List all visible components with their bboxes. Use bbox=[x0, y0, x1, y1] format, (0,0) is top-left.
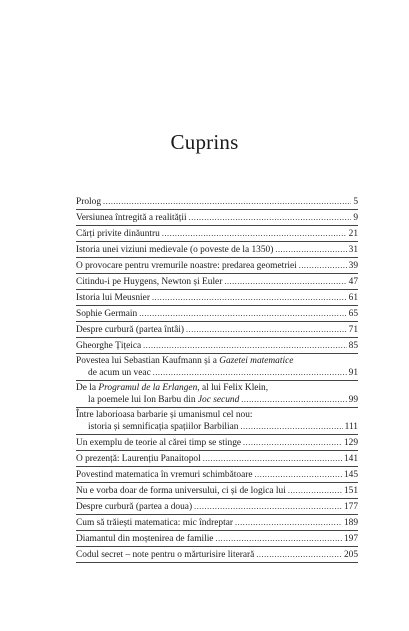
toc-entry-title-part: Povestea lui Sebastian Kaufmann și a bbox=[76, 356, 220, 366]
toc-entry-page: 9 bbox=[353, 213, 358, 223]
toc-entry-title-italic: Programul de la Erlangen bbox=[98, 383, 198, 393]
page-title: Cuprins bbox=[170, 130, 239, 154]
dot-leader bbox=[186, 324, 347, 335]
toc-entry-title: Despre curbură (partea a doua) bbox=[76, 502, 193, 512]
toc-entry-title: Sophie Germain bbox=[76, 309, 138, 319]
toc-entry-title: Un exemplu de teorie al cărei timp se stinge bbox=[76, 438, 242, 448]
toc-entry-page: 47 bbox=[348, 277, 358, 287]
toc-entry-title: Povestind matematica în vremuri schimbătoare bbox=[76, 470, 253, 480]
toc-entry bbox=[76, 408, 358, 435]
toc-entry-title-italic: Gazetei matematice bbox=[219, 356, 294, 366]
dot-leader bbox=[194, 501, 342, 512]
toc-entry-page: 65 bbox=[348, 309, 358, 319]
toc-entry-page: 99 bbox=[348, 395, 358, 405]
toc-entry-title: O prezență: Laurențiu Panaitopol bbox=[76, 454, 201, 464]
toc-entry bbox=[76, 306, 358, 322]
toc-entry-title: Cărți privite dinăuntru bbox=[76, 229, 160, 239]
toc-entry-page: 39 bbox=[348, 261, 358, 271]
toc-entry-title-part: , al lui Felix Klein, bbox=[197, 383, 269, 393]
dot-leader bbox=[241, 421, 343, 432]
dot-leader bbox=[255, 469, 342, 480]
toc-entry-title: Prolog bbox=[76, 197, 102, 207]
toc-entry-title: O provocare pentru vremurile noastre: predarea geometriei bbox=[76, 261, 297, 271]
toc-entry-title-part: la poemele lui Ion Barbu din bbox=[88, 395, 198, 405]
toc-entry bbox=[76, 226, 358, 242]
dot-leader bbox=[143, 340, 346, 351]
dot-leader bbox=[153, 367, 347, 378]
toc-entry-page: 145 bbox=[343, 470, 358, 480]
toc-entry-page: 129 bbox=[343, 438, 358, 448]
toc-entry-title: Cum să trăiești matematica: mic îndreptar bbox=[76, 518, 233, 528]
toc-entry-title-italic: Joc secund bbox=[197, 395, 240, 405]
toc-entry-page: 197 bbox=[343, 534, 358, 544]
dot-leader bbox=[224, 276, 346, 287]
toc-entry-page: 111 bbox=[344, 422, 358, 432]
toc-entry bbox=[76, 435, 358, 451]
toc-entry-title bbox=[76, 383, 268, 394]
dot-leader bbox=[139, 308, 346, 319]
toc-entry-page: 177 bbox=[343, 502, 358, 512]
dot-leader bbox=[189, 212, 352, 223]
toc-entry-title: Istoria lui Meusnier bbox=[76, 293, 150, 303]
toc-entry-title: Codul secret – note pentru o mărturisire literară bbox=[76, 550, 255, 560]
toc-entry bbox=[76, 499, 358, 515]
dot-leader bbox=[288, 485, 342, 496]
dot-leader bbox=[243, 437, 342, 448]
table-of-contents bbox=[76, 194, 358, 563]
dot-leader bbox=[235, 517, 342, 528]
toc-entry-title: Între laborioasa barbarie și umanismul cel nou: bbox=[76, 410, 253, 420]
toc-entry bbox=[76, 547, 358, 563]
toc-entry-title: Istoria unei viziuni medievale (o poveste de la 1350) bbox=[76, 245, 274, 255]
toc-entry bbox=[76, 451, 358, 467]
toc-entry bbox=[76, 290, 358, 306]
dot-leader bbox=[162, 228, 347, 239]
toc-entry-page: 205 bbox=[343, 550, 358, 560]
toc-entry-title: Versiunea întregită a realității bbox=[76, 213, 187, 223]
dot-leader bbox=[241, 394, 346, 405]
toc-entry-title-cont: istoria și semnificația spațiilor Barbilian bbox=[88, 422, 239, 432]
toc-entry-page: 61 bbox=[348, 293, 358, 303]
toc-entry-page: 21 bbox=[348, 229, 358, 239]
toc-entry-page: 85 bbox=[348, 341, 358, 351]
dot-leader bbox=[203, 453, 342, 464]
toc-entry bbox=[76, 194, 358, 210]
dot-leader bbox=[256, 549, 342, 560]
toc-entry-page: 91 bbox=[348, 368, 358, 378]
toc-entry bbox=[76, 354, 358, 381]
toc-entry-title-cont: de acum un veac bbox=[88, 368, 151, 378]
toc-entry bbox=[76, 483, 358, 499]
toc-entry bbox=[76, 515, 358, 531]
toc-entry bbox=[76, 210, 358, 226]
dot-leader bbox=[275, 244, 346, 255]
toc-entry-page: 5 bbox=[353, 197, 358, 207]
toc-entry-page: 31 bbox=[348, 245, 358, 255]
toc-entry-title: Diamantul din moștenirea de familie bbox=[76, 534, 214, 544]
toc-entry bbox=[76, 381, 358, 408]
toc-entry-title: Citindu-i pe Huygens, Newton și Euler bbox=[76, 277, 223, 287]
toc-entry bbox=[76, 467, 358, 483]
toc-entry bbox=[76, 531, 358, 547]
toc-entry bbox=[76, 322, 358, 338]
dot-leader bbox=[299, 260, 347, 271]
toc-entry-page: 141 bbox=[343, 454, 358, 464]
toc-entry bbox=[76, 258, 358, 274]
toc-entry-title bbox=[76, 356, 293, 367]
dot-leader bbox=[152, 292, 347, 303]
dot-leader bbox=[215, 533, 341, 544]
toc-entry-page: 71 bbox=[348, 325, 358, 335]
toc-entry-title: Nu e vorba doar de forma universului, ci și de logica lui bbox=[76, 486, 286, 496]
toc-entry bbox=[76, 242, 358, 258]
toc-entry-page: 189 bbox=[343, 518, 358, 528]
toc-entry bbox=[76, 338, 358, 354]
toc-entry-title: Gheorghe Țițeica bbox=[76, 341, 142, 351]
dot-leader bbox=[103, 196, 351, 207]
toc-entry bbox=[76, 274, 358, 290]
toc-entry-title: Despre curbură (partea întâi) bbox=[76, 325, 185, 335]
toc-entry-title-cont bbox=[88, 395, 239, 406]
toc-entry-page: 151 bbox=[343, 486, 358, 496]
toc-entry-title-part: De la bbox=[76, 383, 99, 393]
